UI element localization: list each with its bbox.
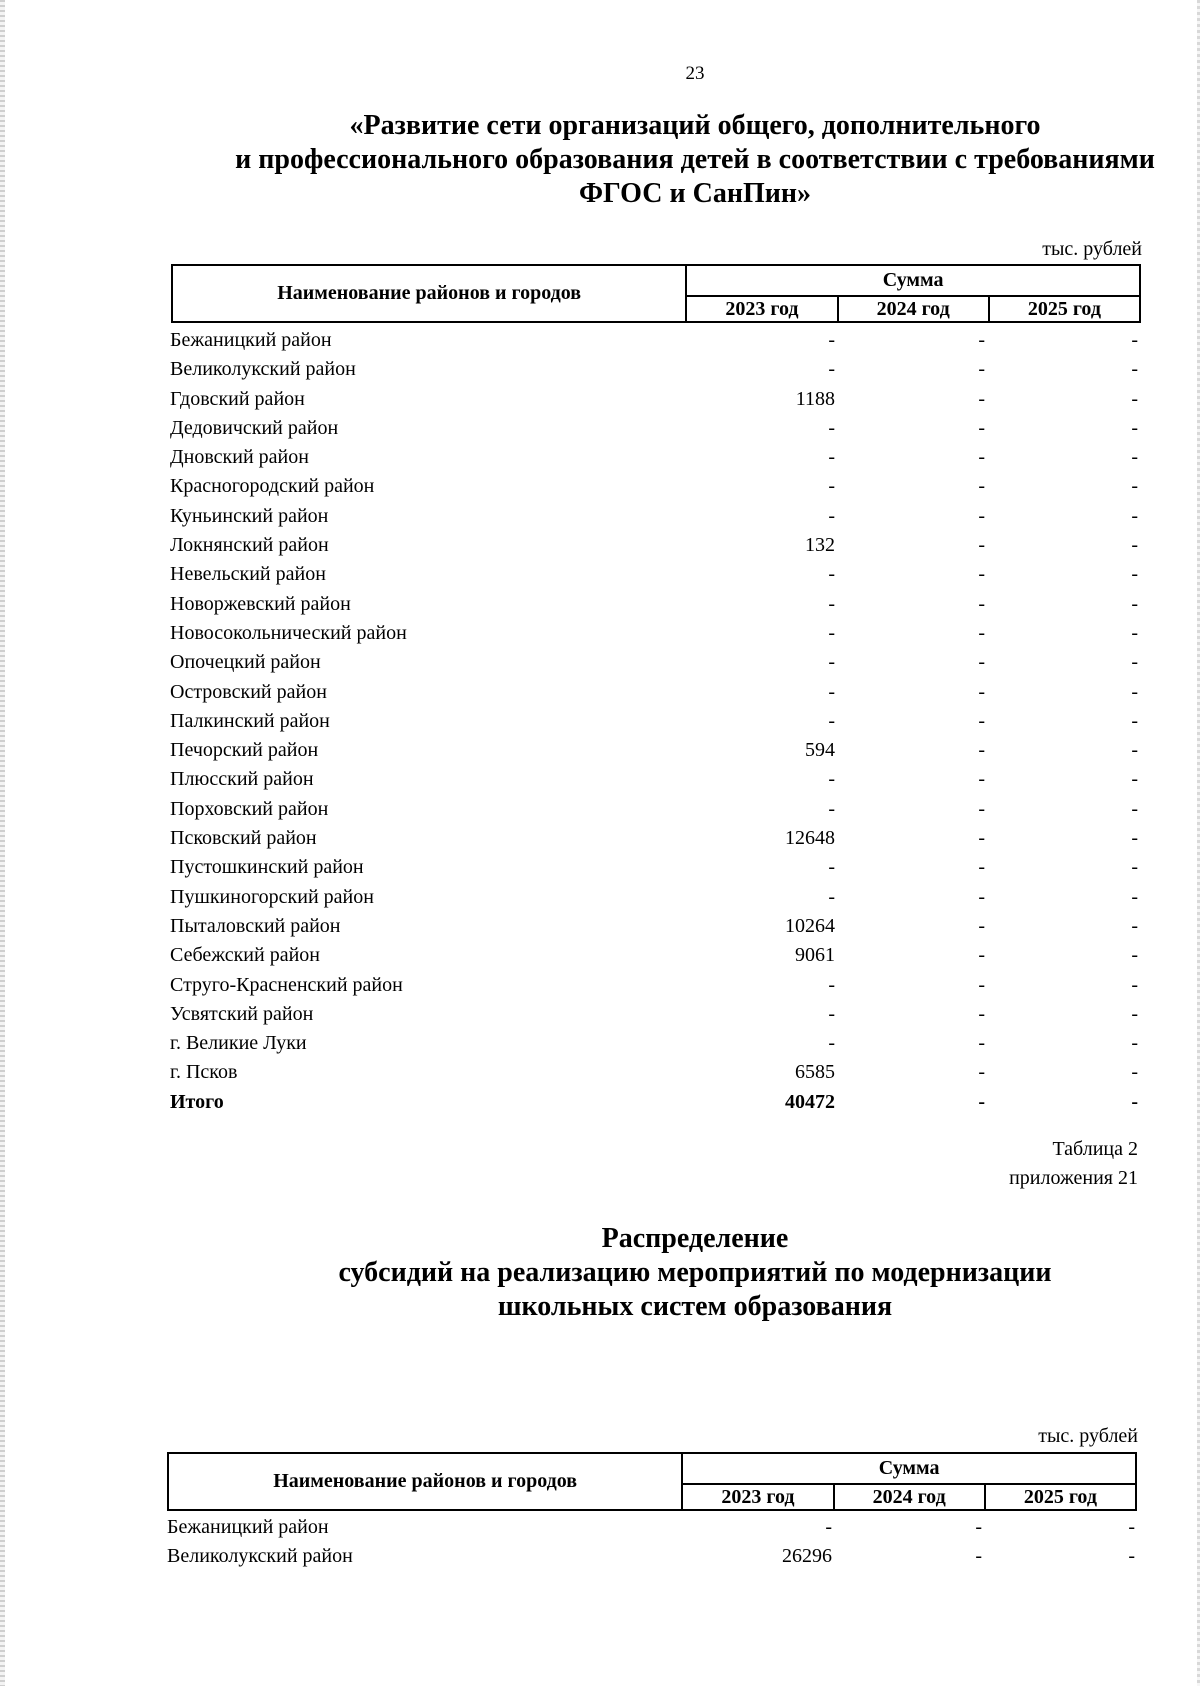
row-value-2025: - <box>1131 768 1138 791</box>
section2-title-line: школьных систем образования <box>497 1291 893 1322</box>
table-row <box>170 560 1140 589</box>
header-year-2024: 2024 год <box>834 1484 985 1510</box>
section1-units: тыс. рублей <box>1042 238 1142 260</box>
row-name: Палкинский район <box>170 709 330 732</box>
table-row <box>170 795 1140 824</box>
row-value-2025: - <box>1131 621 1138 644</box>
row-value-2024: - <box>978 416 985 439</box>
table-row <box>170 853 1140 882</box>
row-value-2023: 6585 <box>795 1061 835 1084</box>
row-value-2023: - <box>828 592 835 615</box>
row-name: Великолукский район <box>167 1545 353 1568</box>
section2-table-body <box>167 1513 1137 1572</box>
row-name: Плюсский район <box>170 768 314 791</box>
row-value-2025: - <box>1131 944 1138 967</box>
row-value-2025: - <box>1131 885 1138 908</box>
header-sum-col: Сумма <box>682 1453 1136 1484</box>
row-value-2024: - <box>978 944 985 967</box>
row-name: Усвятский район <box>170 1002 314 1025</box>
row-name: Струго-Красненский район <box>170 973 403 996</box>
total-name: Итого <box>170 1090 224 1113</box>
row-value-2024: - <box>978 387 985 410</box>
row-name: г. Великие Луки <box>170 1032 307 1055</box>
row-name: Красногородский район <box>170 475 375 498</box>
row-value-2023: - <box>828 358 835 381</box>
header-name-col: Наименование районов и городов <box>172 265 686 322</box>
table-row <box>170 707 1140 736</box>
row-name: Великолукский район <box>170 358 356 381</box>
row-value-2023: - <box>828 768 835 791</box>
row-value-2023: 594 <box>805 739 835 762</box>
total-value-2025: - <box>1131 1090 1138 1113</box>
table-caption <box>1009 1135 1138 1193</box>
row-name: Локнянский район <box>170 534 329 557</box>
section2-title-line: субсидий на реализацию мероприятий по модернизации <box>338 1257 1052 1288</box>
header-year-2025: 2025 год <box>985 1484 1136 1510</box>
row-value-2024: - <box>978 856 985 879</box>
row-value-2023: - <box>828 885 835 908</box>
row-value-2024: - <box>978 329 985 351</box>
row-name: Бежаницкий район <box>170 329 332 351</box>
row-value-2025: - <box>1131 358 1138 381</box>
row-value-2024: - <box>978 768 985 791</box>
table-row <box>170 765 1140 794</box>
row-value-2025: - <box>1131 856 1138 879</box>
section1-title-line: и профессионального образования детей в соответствии с требованиями <box>235 144 1155 175</box>
table-row <box>170 912 1140 941</box>
header-year-2024: 2024 год <box>838 296 989 322</box>
row-value-2024: - <box>978 973 985 996</box>
total-value-2023: 40472 <box>785 1090 835 1113</box>
row-value-2025: - <box>1128 1545 1135 1568</box>
row-value-2023: - <box>828 797 835 820</box>
row-name: Пустошкинский район <box>170 856 364 879</box>
total-row <box>170 1088 1140 1117</box>
table-row <box>170 619 1140 648</box>
row-value-2024: - <box>978 475 985 498</box>
row-value-2024: - <box>978 827 985 850</box>
row-name: Гдовский район <box>170 387 305 410</box>
table-row <box>167 1513 1137 1542</box>
row-value-2023: - <box>828 651 835 674</box>
row-value-2025: - <box>1131 1032 1138 1055</box>
total-value-2024: - <box>978 1090 985 1113</box>
row-value-2023: 10264 <box>785 914 835 937</box>
row-value-2025: - <box>1128 1516 1135 1538</box>
row-value-2023: - <box>828 1002 835 1025</box>
row-value-2024: - <box>978 358 985 381</box>
table-row <box>170 531 1140 560</box>
table-row <box>170 414 1140 443</box>
row-name: Новоржевский район <box>170 592 351 615</box>
row-value-2024: - <box>978 1002 985 1025</box>
row-name: Куньинский район <box>170 504 329 527</box>
row-value-2025: - <box>1131 973 1138 996</box>
row-value-2025: - <box>1131 680 1138 703</box>
row-value-2023: 12648 <box>785 827 835 850</box>
row-name: Печорский район <box>170 739 319 762</box>
table-row <box>170 590 1140 619</box>
section1-table-header <box>171 264 1141 323</box>
row-value-2025: - <box>1131 329 1138 351</box>
table-row <box>170 941 1140 970</box>
table-row <box>170 678 1140 707</box>
section1-title <box>170 109 1200 211</box>
row-value-2023: - <box>828 973 835 996</box>
scan-edge-left <box>0 0 5 1686</box>
row-value-2024: - <box>978 1061 985 1084</box>
table-row <box>167 1542 1137 1571</box>
row-value-2024: - <box>978 680 985 703</box>
table-row <box>170 648 1140 677</box>
row-value-2024: - <box>978 563 985 586</box>
header-year-2025: 2025 год <box>989 296 1140 322</box>
table-row <box>170 883 1140 912</box>
table-row <box>170 824 1140 853</box>
row-value-2023: - <box>828 680 835 703</box>
row-name: Бежаницкий район <box>167 1516 329 1538</box>
row-value-2024: - <box>975 1545 982 1568</box>
row-value-2023: 132 <box>805 534 835 557</box>
row-value-2025: - <box>1131 739 1138 762</box>
header-year-2023: 2023 год <box>686 296 837 322</box>
row-value-2025: - <box>1131 827 1138 850</box>
row-value-2023: - <box>828 709 835 732</box>
row-name: Опочецкий район <box>170 651 321 674</box>
row-value-2025: - <box>1131 1061 1138 1084</box>
section2-table-header <box>167 1452 1137 1511</box>
row-value-2023: 9061 <box>795 944 835 967</box>
row-value-2023: - <box>828 563 835 586</box>
section2-title <box>170 1222 1200 1324</box>
table-row <box>170 1029 1140 1058</box>
row-value-2024: - <box>978 446 985 469</box>
row-value-2024: - <box>978 739 985 762</box>
row-name: Дновский район <box>170 446 309 469</box>
row-value-2024: - <box>975 1516 982 1538</box>
row-value-2025: - <box>1131 563 1138 586</box>
row-value-2024: - <box>978 504 985 527</box>
header-sum-col: Сумма <box>686 265 1140 296</box>
row-value-2023: - <box>828 856 835 879</box>
row-name: Невельский район <box>170 563 326 586</box>
row-value-2024: - <box>978 1032 985 1055</box>
row-value-2023: - <box>828 504 835 527</box>
row-name: Пушкиногорский район <box>170 885 374 908</box>
row-value-2025: - <box>1131 387 1138 410</box>
row-name: г. Псков <box>170 1061 238 1084</box>
row-value-2024: - <box>978 885 985 908</box>
row-value-2023: - <box>828 475 835 498</box>
table-row <box>170 355 1140 384</box>
row-value-2025: - <box>1131 504 1138 527</box>
row-value-2025: - <box>1131 797 1138 820</box>
row-value-2024: - <box>978 621 985 644</box>
row-name: Новосокольнический район <box>170 621 407 644</box>
row-value-2023: - <box>828 329 835 351</box>
table-row <box>170 472 1140 501</box>
table-row <box>170 385 1140 414</box>
row-value-2025: - <box>1131 416 1138 439</box>
row-value-2024: - <box>978 592 985 615</box>
row-name: Островский район <box>170 680 327 703</box>
section1-title-line: «Развитие сети организаций общего, дополнительного <box>349 110 1041 141</box>
row-value-2024: - <box>978 797 985 820</box>
header-year-2023: 2023 год <box>682 1484 833 1510</box>
row-name: Себежский район <box>170 944 320 967</box>
row-value-2023: 26296 <box>782 1545 832 1568</box>
row-value-2025: - <box>1131 534 1138 557</box>
row-name: Порховский район <box>170 797 329 820</box>
table-row <box>170 1058 1140 1087</box>
section1-title-line: ФГОС и СанПин» <box>578 178 812 209</box>
row-value-2023: 1188 <box>795 387 835 410</box>
row-value-2025: - <box>1131 709 1138 732</box>
row-value-2025: - <box>1131 446 1138 469</box>
row-name: Дедовичский район <box>170 416 339 439</box>
section2-units: тыс. рублей <box>1038 1425 1138 1447</box>
caption-appendix: приложения 21 <box>1009 1167 1138 1189</box>
header-name-col: Наименование районов и городов <box>168 1453 682 1510</box>
section1-table-body <box>170 326 1140 1117</box>
table-row <box>170 502 1140 531</box>
row-value-2023: - <box>828 446 835 469</box>
row-value-2025: - <box>1131 914 1138 937</box>
table-row <box>170 971 1140 1000</box>
row-name: Псковский район <box>170 827 317 850</box>
row-value-2023: - <box>825 1516 832 1538</box>
row-value-2024: - <box>978 709 985 732</box>
table-row <box>170 736 1140 765</box>
row-value-2023: - <box>828 1032 835 1055</box>
row-value-2023: - <box>828 416 835 439</box>
section2-title-line: Распределение <box>601 1223 789 1254</box>
caption-table-number: Таблица 2 <box>1052 1138 1138 1160</box>
row-value-2024: - <box>978 651 985 674</box>
table-row <box>170 1000 1140 1029</box>
row-value-2025: - <box>1131 592 1138 615</box>
table-row <box>170 326 1140 355</box>
row-value-2025: - <box>1131 475 1138 498</box>
row-value-2023: - <box>828 621 835 644</box>
row-value-2024: - <box>978 534 985 557</box>
table-row <box>170 443 1140 472</box>
row-value-2025: - <box>1131 1002 1138 1025</box>
page-number: 23 <box>685 63 705 84</box>
row-value-2025: - <box>1131 651 1138 674</box>
row-name: Пыталовский район <box>170 914 341 937</box>
row-value-2024: - <box>978 914 985 937</box>
